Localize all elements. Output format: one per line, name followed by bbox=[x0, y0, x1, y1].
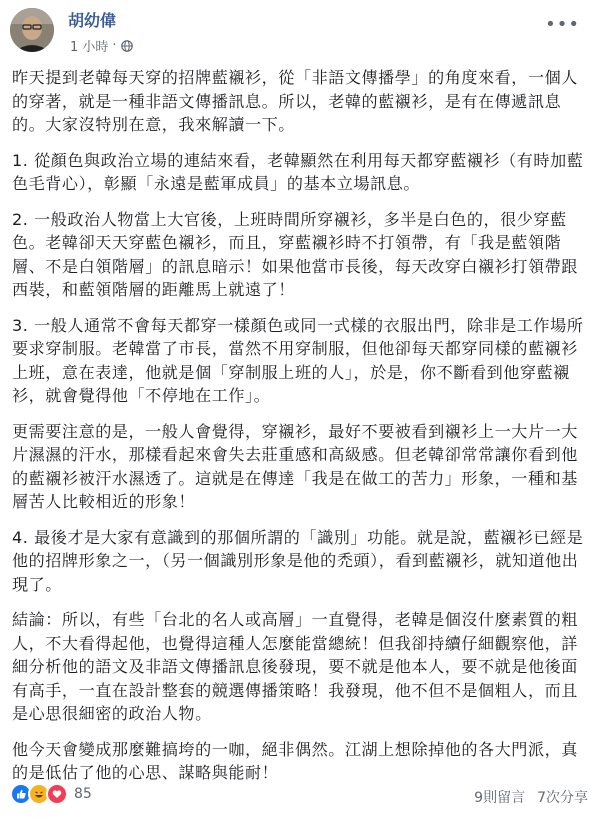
reaction-count[interactable]: 85 bbox=[74, 786, 92, 802]
shares-count[interactable]: 7次分享 bbox=[537, 790, 588, 806]
post-paragraph: 結論：所以，有些「台北的名人或高層」一直覺得，老韓是個沒什麼素質的粗人，不大看得起他，也覺得這種人怎麼能當總統！但我卻持續仔細觀察他，詳細分析他的語文及非語文傳播訊息後發現，要不就是他本人，要不就是他後面有高手，一直在設計整套的競選傳播策略！我發現，他不但不是個粗人，而且是心思很細密的政治人物。 bbox=[12, 610, 578, 723]
post-header bbox=[0, 0, 602, 58]
love-icon bbox=[46, 783, 68, 805]
comments-count[interactable]: 9則留言 bbox=[474, 790, 526, 806]
timestamp[interactable]: 1 小時 bbox=[70, 40, 109, 55]
author-name[interactable]: 胡幼偉 bbox=[68, 11, 117, 30]
globe-icon[interactable] bbox=[121, 40, 133, 52]
post-paragraph: 更需要注意的是，一般人會覺得，穿襯衫，最好不要被看到襯衫上一大片一大片濕濕的汗水，那樣看起來會失去莊重感和高級感。但老韓卻常常讓你看到他的藍襯衫被汗水濕透了。這就是在傳達「我是在做工的苦力」形象，一種和基層苦人比較相近的形象！ bbox=[12, 421, 578, 511]
post-paragraph: 他今天會變成那麼難搞垮的一咖，絕非偶然。江湖上想除掉他的各大門派，真的是低估了他的心思、謀略與能耐！ bbox=[12, 739, 578, 782]
post-stats bbox=[474, 787, 588, 807]
profile-photo-icon bbox=[10, 8, 54, 52]
more-options-icon[interactable]: ••• bbox=[545, 14, 580, 35]
post-paragraph: 昨天提到老韓每天穿的招牌藍襯衫，從「非語文傳播學」的角度來看，一個人的穿著，就是一種非語文傳播訊息。所以，老韓的藍襯衫，是有在傳遞訊息的。大家沒特別在意，我來解讀一下。 bbox=[12, 68, 578, 134]
post-meta bbox=[70, 36, 133, 55]
post-body bbox=[12, 66, 590, 797]
post-paragraph: 1. 從顏色與政治立場的連結來看，老韓顯然在利用每天都穿藍襯衫（有時加藍色毛背心），彰顯「永遠是藍軍成員」的基本立場訊息。 bbox=[12, 150, 584, 193]
avatar[interactable] bbox=[10, 8, 54, 52]
meta-separator: · bbox=[112, 38, 117, 53]
post-paragraph: 4. 最後才是大家有意識到的那個所謂的「識別」功能。就是說，藍襯衫已經是他的招牌形象之一，（另一個識別形象是他的禿頭），看到藍襯衫，就知道他出現了。 bbox=[12, 527, 584, 594]
reactions-summary[interactable] bbox=[10, 783, 92, 805]
post-paragraph: 2. 一般政治人物當上大官後，上班時間所穿襯衫，多半是白色的，很少穿藍色。老韓卻天天穿藍色襯衫，而且，穿藍襯衫時不打領帶，有「我是藍領階層、不是白領階層」的訊息暗示！如果他當市長後，每天改穿白襯衫打領帶跟西裝，和藍領階層的距離馬上就遠了！ bbox=[12, 209, 578, 299]
post-paragraph: 3. 一般人通常不會每天都穿一樣顏色或同一式樣的衣服出門，除非是工作場所要求穿制服。老韓當了市長，當然不用穿制服，但他卻每天都穿同樣的藍襯衫上班，意在表達，他就是個「穿制服上班的人」，於是，你不斷看到他穿藍襯衫，就會覺得他「不停地在工作」。 bbox=[12, 315, 584, 405]
